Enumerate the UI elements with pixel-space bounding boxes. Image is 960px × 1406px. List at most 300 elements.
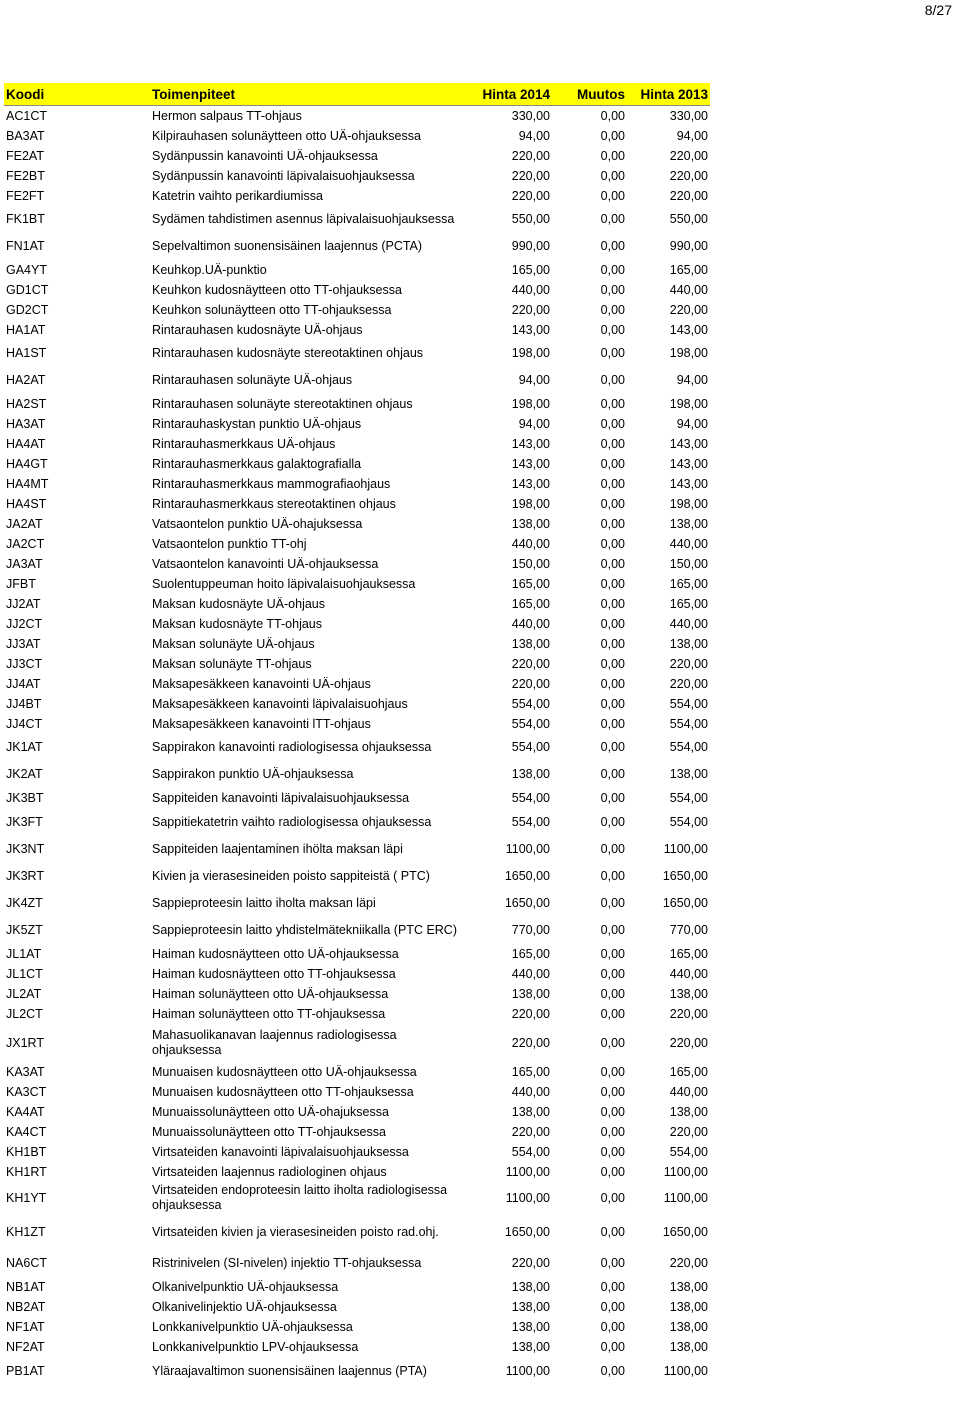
row-price-2013: 1100,00: [663, 1164, 708, 1179]
row-price-2013: 138,00: [669, 516, 708, 531]
row-code: JX1RT: [6, 1035, 44, 1050]
row-price-2014: 220,00: [511, 302, 550, 317]
row-price-2014: 1100,00: [505, 842, 550, 856]
row-price-2014: 220,00: [511, 1124, 550, 1139]
row-code: JK5ZT: [6, 923, 43, 937]
row-operation: Kilpirauhasen solunäytteen otto UÄ-ohjauksessa: [152, 128, 421, 143]
row-code: JJ2AT: [6, 596, 41, 611]
row-operation: Sappirakon punktio UÄ-ohjauksessa: [152, 767, 354, 781]
row-price-2014: 1650,00: [504, 896, 550, 910]
table-row: [4, 694, 710, 714]
row-price-2014: 150,00: [511, 556, 550, 571]
row-price-2014: 94,00: [518, 416, 550, 431]
row-code: HA2AT: [6, 373, 46, 387]
table-row: [4, 514, 710, 534]
row-price-2014: 165,00: [511, 596, 550, 611]
row-operation: Rintarauhasen solunäyte UÄ-ohjaus: [152, 373, 353, 387]
row-code: JFBT: [6, 576, 36, 591]
row-change: 0,00: [600, 1164, 625, 1179]
row-code: GD1CT: [6, 282, 49, 297]
row-price-2014: 550,00: [511, 212, 550, 226]
row-price-2013: 770,00: [669, 923, 708, 937]
table-row: [4, 1082, 710, 1102]
row-change: 0,00: [600, 656, 625, 671]
header-code: Koodi: [6, 86, 45, 102]
row-change: 0,00: [600, 1363, 625, 1378]
table-row: [4, 534, 710, 554]
row-operation: Munuaisen kudosnäytteen otto UÄ-ohjauksessa: [152, 1064, 417, 1079]
row-price-2014: 143,00: [511, 476, 550, 491]
row-price-2014: 220,00: [511, 1006, 550, 1021]
row-price-2014: 220,00: [511, 1256, 550, 1270]
row-operation: Sydänpussin kanavointi UÄ-ohjauksessa: [152, 148, 378, 163]
row-price-2013: 138,00: [669, 986, 708, 1001]
row-price-2013: 1650,00: [662, 869, 708, 883]
row-price-2014: 143,00: [511, 322, 550, 337]
row-code: KA3CT: [6, 1084, 47, 1099]
table-row: [4, 300, 710, 320]
table-row: [4, 1214, 710, 1250]
table-row: [4, 1317, 710, 1337]
row-price-2013: 165,00: [669, 262, 708, 277]
row-change: 0,00: [600, 496, 625, 511]
row-operation: Mahasuolikanavan laajennus radiologisessa ohjauksessa: [152, 1028, 397, 1057]
table-row: [4, 126, 710, 146]
table-row: [4, 1102, 710, 1122]
row-price-2014: 990,00: [511, 239, 550, 253]
table-row: [4, 984, 710, 1004]
row-change: 0,00: [600, 676, 625, 691]
row-change: 0,00: [600, 1104, 625, 1119]
row-price-2013: 440,00: [669, 616, 708, 631]
row-change: 0,00: [600, 373, 625, 387]
row-change: 0,00: [600, 1339, 625, 1354]
row-change: 0,00: [600, 212, 625, 226]
row-price-2014: 198,00: [511, 496, 550, 511]
row-price-2014: 1100,00: [505, 1363, 550, 1378]
row-price-2014: 554,00: [511, 814, 550, 829]
row-change: 0,00: [600, 1279, 625, 1294]
row-code: HA4GT: [6, 456, 48, 471]
row-price-2013: 220,00: [669, 168, 708, 183]
table-body: [4, 106, 710, 1385]
row-price-2013: 220,00: [669, 1256, 708, 1270]
row-price-2013: 165,00: [669, 596, 708, 611]
row-operation: Haiman kudosnäytteen otto TT-ohjauksessa: [152, 966, 396, 981]
row-price-2014: 165,00: [511, 262, 550, 277]
table-row: [4, 414, 710, 434]
row-operation: Sappirakon kanavointi radiologisessa ohjauksessa: [152, 740, 432, 754]
table-row: [4, 890, 710, 917]
row-operation: Maksapesäkkeen kanavointi lTT-ohjaus: [152, 716, 371, 731]
row-code: JK3FT: [6, 814, 43, 829]
row-change: 0,00: [600, 396, 625, 411]
row-operation: Haiman solunäytteen otto UÄ-ohjauksessa: [152, 986, 389, 1001]
row-price-2013: 440,00: [669, 536, 708, 551]
row-price-2013: 143,00: [669, 436, 708, 451]
table-row: [4, 554, 710, 574]
row-price-2013: 198,00: [669, 396, 708, 411]
row-price-2014: 1100,00: [505, 1164, 550, 1179]
row-price-2013: 554,00: [669, 696, 708, 711]
row-price-2014: 143,00: [511, 456, 550, 471]
row-price-2014: 94,00: [518, 373, 550, 387]
row-price-2013: 330,00: [669, 108, 708, 123]
row-price-2013: 1650,00: [662, 896, 708, 910]
row-change: 0,00: [600, 767, 625, 781]
row-change: 0,00: [600, 790, 625, 805]
row-change: 0,00: [600, 516, 625, 531]
row-change: 0,00: [600, 1190, 625, 1205]
table-row: [4, 434, 710, 454]
row-operation: Kivien ja vierasesineiden poisto sappiteistä ( PTC): [152, 869, 430, 883]
row-code: FE2FT: [6, 188, 45, 203]
row-price-2013: 220,00: [669, 1035, 708, 1050]
row-price-2014: 440,00: [511, 616, 550, 631]
row-price-2014: 165,00: [511, 1064, 550, 1079]
row-change: 0,00: [600, 108, 625, 123]
row-price-2014: 138,00: [511, 1279, 550, 1294]
table-row: [4, 788, 710, 808]
row-price-2014: 220,00: [511, 188, 550, 203]
row-price-2014: 198,00: [511, 396, 550, 411]
row-code: JL1AT: [6, 946, 42, 961]
row-change: 0,00: [600, 576, 625, 591]
row-change: 0,00: [600, 239, 625, 253]
table-row: [4, 1277, 710, 1297]
row-operation: Rintarauhasmerkkaus UÄ-ohjaus: [152, 436, 336, 451]
row-price-2013: 554,00: [669, 716, 708, 731]
row-change: 0,00: [600, 322, 625, 337]
table-row: [4, 734, 710, 761]
row-operation: Sappieproteesin laitto iholta maksan läpi: [152, 896, 376, 910]
row-price-2013: 220,00: [669, 1124, 708, 1139]
row-price-2014: 138,00: [511, 986, 550, 1001]
table-row: [4, 917, 710, 944]
row-price-2013: 150,00: [669, 556, 708, 571]
row-code: HA1ST: [6, 346, 47, 360]
row-operation: Haiman kudosnäytteen otto UÄ-ohjauksessa: [152, 946, 399, 961]
row-price-2014: 220,00: [511, 1035, 550, 1050]
row-price-2014: 138,00: [511, 1339, 550, 1354]
row-operation: Rintarauhasmerkkaus galaktografialla: [152, 456, 362, 471]
table-row: [4, 964, 710, 984]
row-code: JK1AT: [6, 740, 43, 754]
row-price-2013: 220,00: [669, 188, 708, 203]
row-change: 0,00: [600, 966, 625, 981]
header-operation: Toimenpiteet: [152, 86, 236, 102]
row-code: HA4ST: [6, 496, 47, 511]
row-price-2013: 554,00: [669, 1144, 708, 1159]
table-row: [4, 714, 710, 734]
row-price-2014: 554,00: [511, 1144, 550, 1159]
row-price-2013: 1100,00: [663, 842, 708, 856]
table-row: [4, 1004, 710, 1024]
row-price-2013: 440,00: [669, 282, 708, 297]
table-row: [4, 394, 710, 414]
row-change: 0,00: [600, 188, 625, 203]
row-code: KA3AT: [6, 1064, 45, 1079]
row-operation: Maksapesäkkeen kanavointi UÄ-ohjaus: [152, 676, 371, 691]
row-operation: Vatsaontelon punktio TT-ohj: [152, 536, 307, 551]
row-operation: Sydämen tahdistimen asennus läpivalaisuohjauksessa: [152, 212, 455, 226]
row-change: 0,00: [600, 1064, 625, 1079]
row-change: 0,00: [600, 636, 625, 651]
row-operation: Keuhkop.UÄ-punktio: [152, 262, 267, 277]
row-change: 0,00: [600, 1035, 625, 1050]
table-row: [4, 106, 710, 126]
row-change: 0,00: [600, 128, 625, 143]
row-price-2013: 143,00: [669, 476, 708, 491]
row-price-2013: 138,00: [669, 1104, 708, 1119]
row-change: 0,00: [600, 1224, 625, 1239]
row-operation: Sappitiekatetrin vaihto radiologisessa ohjauksessa: [152, 814, 432, 829]
row-price-2014: 440,00: [511, 1084, 550, 1099]
row-code: JJ2CT: [6, 616, 43, 631]
row-operation: Keuhkon kudosnäytteen otto TT-ohjauksessa: [152, 282, 402, 297]
row-code: NF1AT: [6, 1319, 45, 1334]
row-change: 0,00: [600, 716, 625, 731]
table-row: [4, 1182, 710, 1214]
table-header: [4, 83, 710, 106]
row-price-2013: 165,00: [669, 576, 708, 591]
row-price-2013: 220,00: [669, 1006, 708, 1021]
table-row: [4, 674, 710, 694]
row-change: 0,00: [600, 1124, 625, 1139]
row-price-2014: 440,00: [511, 282, 550, 297]
row-operation: Lonkkanivelpunktio LPV-ohjauksessa: [152, 1339, 359, 1354]
row-code: KH1ZT: [6, 1224, 46, 1239]
row-code: JJ4AT: [6, 676, 41, 691]
row-price-2014: 220,00: [511, 168, 550, 183]
row-price-2013: 198,00: [669, 346, 708, 360]
row-price-2013: 138,00: [669, 636, 708, 651]
row-operation: Olkanivelpunktio UÄ-ohjauksessa: [152, 1279, 339, 1294]
row-code: AC1CT: [6, 108, 47, 123]
row-price-2013: 220,00: [669, 676, 708, 691]
table-row: [4, 1122, 710, 1142]
row-code: JJ4BT: [6, 696, 42, 711]
row-code: NF2AT: [6, 1339, 45, 1354]
row-code: JK3BT: [6, 790, 44, 805]
row-price-2014: 220,00: [511, 148, 550, 163]
row-operation: Vatsaontelon punktio UÄ-ohajuksessa: [152, 516, 363, 531]
row-code: NA6CT: [6, 1256, 47, 1270]
row-change: 0,00: [600, 814, 625, 829]
row-operation: Virtsateiden endoproteesin laitto iholta radiologisessa ohjauksessa: [152, 1183, 448, 1212]
row-price-2014: 138,00: [511, 516, 550, 531]
row-price-2013: 554,00: [669, 814, 708, 829]
row-change: 0,00: [600, 1144, 625, 1159]
row-price-2013: 143,00: [669, 456, 708, 471]
row-price-2013: 138,00: [669, 767, 708, 781]
row-price-2014: 138,00: [511, 636, 550, 651]
row-operation: Sydänpussin kanavointi läpivalaisuohjauksessa: [152, 168, 415, 183]
row-price-2014: 220,00: [511, 676, 550, 691]
row-price-2013: 220,00: [669, 656, 708, 671]
row-change: 0,00: [600, 168, 625, 183]
row-price-2013: 94,00: [676, 416, 708, 431]
table-row: [4, 454, 710, 474]
row-code: JL1CT: [6, 966, 43, 981]
row-code: JA2CT: [6, 536, 45, 551]
header-change: Muutos: [577, 86, 625, 102]
table-row: [4, 494, 710, 514]
row-operation: Rintarauhasen kudosnäyte stereotaktinen ohjaus: [152, 346, 424, 360]
row-operation: Sappiteiden laajentaminen ihölta maksan läpi: [152, 842, 403, 856]
table-row: [4, 1062, 710, 1082]
row-code: FK1BT: [6, 212, 45, 226]
row-price-2014: 138,00: [511, 1319, 550, 1334]
row-price-2013: 554,00: [669, 790, 708, 805]
row-operation: Munuaissolunäytteen otto TT-ohjauksessa: [152, 1124, 386, 1139]
table-row: [4, 1337, 710, 1357]
row-change: 0,00: [600, 1006, 625, 1021]
row-operation: Sappiteiden kanavointi läpivalaisuohjauksessa: [152, 790, 410, 805]
row-operation: Maksan solunäyte TT-ohjaus: [152, 656, 312, 671]
row-price-2014: 138,00: [511, 1299, 550, 1314]
table-row: [4, 474, 710, 494]
row-code: JK3NT: [6, 842, 45, 856]
table-row: [4, 1250, 710, 1277]
row-operation: Maksapesäkkeen kanavointi läpivalaisuohjaus: [152, 696, 408, 711]
header-price-2014: Hinta 2014: [482, 86, 550, 102]
header-price-2013: Hinta 2013: [640, 86, 708, 102]
table-row: [4, 166, 710, 186]
row-price-2014: 440,00: [511, 536, 550, 551]
row-code: FE2BT: [6, 168, 45, 183]
row-price-2014: 94,00: [518, 128, 550, 143]
row-price-2014: 554,00: [511, 716, 550, 731]
table-row: [4, 944, 710, 964]
row-code: FE2AT: [6, 148, 44, 163]
row-price-2013: 1100,00: [663, 1363, 708, 1378]
table-row: [4, 320, 710, 340]
row-price-2013: 550,00: [669, 212, 708, 226]
row-price-2013: 165,00: [669, 1064, 708, 1079]
row-change: 0,00: [600, 869, 625, 883]
table-row: [4, 1357, 710, 1385]
row-operation: Munuaisen kudosnäytteen otto TT-ohjauksessa: [152, 1084, 414, 1099]
row-price-2014: 1650,00: [504, 1224, 550, 1239]
table-row: [4, 634, 710, 654]
row-operation: Lonkkanivelpunktio UÄ-ohjauksessa: [152, 1319, 353, 1334]
row-code: GD2CT: [6, 302, 49, 317]
row-price-2013: 440,00: [669, 966, 708, 981]
row-price-2013: 138,00: [669, 1279, 708, 1294]
row-price-2014: 770,00: [511, 923, 550, 937]
row-price-2013: 198,00: [669, 496, 708, 511]
table-row: [4, 186, 710, 206]
row-price-2013: 138,00: [669, 1299, 708, 1314]
row-price-2013: 94,00: [676, 373, 708, 387]
row-price-2014: 138,00: [511, 767, 550, 781]
row-change: 0,00: [600, 1256, 625, 1270]
row-operation: Rintarauhasmerkkaus stereotaktinen ohjaus: [152, 496, 396, 511]
row-operation: Keuhkon solunäytteen otto TT-ohjauksessa: [152, 302, 392, 317]
row-price-2014: 554,00: [511, 740, 550, 754]
row-change: 0,00: [600, 946, 625, 961]
row-price-2014: 143,00: [511, 436, 550, 451]
row-change: 0,00: [600, 986, 625, 1001]
table-row: [4, 1162, 710, 1182]
row-operation: Suolentuppeuman hoito läpivalaisuohjauksessa: [152, 576, 416, 591]
row-price-2013: 94,00: [676, 128, 708, 143]
row-change: 0,00: [600, 1299, 625, 1314]
row-price-2014: 165,00: [511, 946, 550, 961]
row-operation: Maksan kudosnäyte TT-ohjaus: [152, 616, 323, 631]
table-row: [4, 808, 710, 836]
row-code: HA4MT: [6, 476, 49, 491]
row-operation: Olkanivelinjektio UÄ-ohjauksessa: [152, 1299, 337, 1314]
row-code: JK3RT: [6, 869, 44, 883]
row-price-2014: 1650,00: [504, 869, 550, 883]
row-price-2014: 198,00: [511, 346, 550, 360]
row-code: JK2AT: [6, 767, 43, 781]
price-table: [4, 83, 710, 1385]
row-code: JK4ZT: [6, 896, 43, 910]
row-code: KH1YT: [6, 1190, 47, 1205]
row-code: JA3AT: [6, 556, 43, 571]
row-operation: Ristrinivelen (SI-nivelen) injektio TT-ohjauksessa: [152, 1256, 422, 1270]
row-price-2014: 220,00: [511, 656, 550, 671]
row-operation: Sappieproteesin laitto yhdistelmätekniikalla (PTC ERC): [152, 923, 457, 937]
row-change: 0,00: [600, 923, 625, 937]
row-change: 0,00: [600, 596, 625, 611]
table-row: [4, 574, 710, 594]
row-code: BA3AT: [6, 128, 45, 143]
row-code: KA4CT: [6, 1124, 47, 1139]
row-code: JJ3CT: [6, 656, 43, 671]
row-operation: Hermon salpaus TT-ohjaus: [152, 108, 302, 123]
row-code: PB1AT: [6, 1363, 45, 1378]
row-price-2013: 143,00: [669, 322, 708, 337]
row-code: GA4YT: [6, 262, 47, 277]
row-operation: Katetrin vaihto perikardiumissa: [152, 188, 323, 203]
row-change: 0,00: [600, 456, 625, 471]
row-price-2014: 165,00: [511, 576, 550, 591]
row-operation: Virtsateiden kanavointi läpivalaisuohjauksessa: [152, 1144, 409, 1159]
table-row: [4, 233, 710, 260]
row-operation: Maksan kudosnäyte UÄ-ohjaus: [152, 596, 326, 611]
row-operation: Sepelvaltimon suonensisäinen laajennus (PCTA): [152, 239, 423, 253]
row-code: KH1RT: [6, 1164, 47, 1179]
row-operation: Yläraajavaltimon suonensisäinen laajennus (PTA): [152, 1363, 427, 1378]
row-price-2013: 220,00: [669, 148, 708, 163]
table-row: [4, 836, 710, 863]
row-change: 0,00: [600, 536, 625, 551]
row-operation: Rintarauhasen solunäyte stereotaktinen ohjaus: [152, 396, 413, 411]
row-code: KH1BT: [6, 1144, 47, 1159]
table-row: [4, 340, 710, 367]
row-code: JL2CT: [6, 1006, 43, 1021]
row-price-2014: 330,00: [511, 108, 550, 123]
row-price-2013: 440,00: [669, 1084, 708, 1099]
row-code: JL2AT: [6, 986, 42, 1001]
row-code: JJ4CT: [6, 716, 43, 731]
row-change: 0,00: [600, 476, 625, 491]
row-price-2013: 220,00: [669, 302, 708, 317]
row-change: 0,00: [600, 842, 625, 856]
row-code: HA3AT: [6, 416, 46, 431]
row-operation: Maksan solunäyte UÄ-ohjaus: [152, 636, 315, 651]
row-operation: Rintarauhasen kudosnäyte UÄ-ohjaus: [152, 322, 363, 337]
row-change: 0,00: [600, 262, 625, 277]
row-change: 0,00: [600, 148, 625, 163]
row-price-2013: 554,00: [669, 740, 708, 754]
row-operation: Vatsaontelon kanavointi UÄ-ohjauksessa: [152, 556, 379, 571]
row-change: 0,00: [600, 436, 625, 451]
